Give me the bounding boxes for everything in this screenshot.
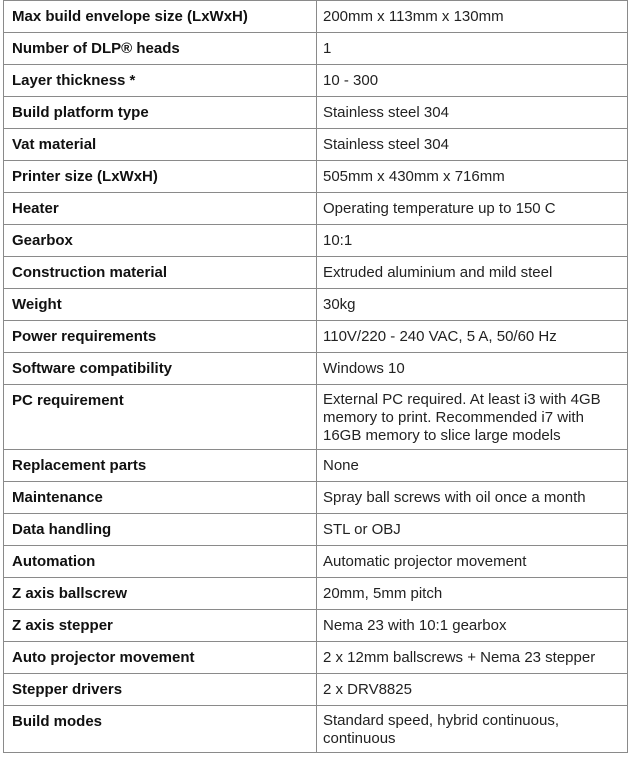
spec-value-line: STL or OBJ bbox=[323, 521, 401, 538]
spec-row bbox=[4, 450, 628, 482]
spec-label: Heater bbox=[4, 193, 317, 225]
spec-value bbox=[317, 706, 628, 753]
spec-value-line: 200mm x 113mm x 130mm bbox=[323, 8, 504, 25]
spec-row bbox=[4, 257, 628, 289]
spec-label: Weight bbox=[4, 289, 317, 321]
spec-value bbox=[317, 674, 628, 706]
spec-label: Software compatibility bbox=[4, 353, 317, 385]
spec-label: Maintenance bbox=[4, 482, 317, 514]
spec-value-line: External PC required. At least i3 with 4GB bbox=[323, 391, 601, 408]
spec-table bbox=[3, 0, 628, 753]
spec-label: Layer thickness * bbox=[4, 65, 317, 97]
spec-row bbox=[4, 65, 628, 97]
spec-value bbox=[317, 642, 628, 674]
spec-value-line: 110V/220 - 240 VAC, 5 A, 50/60 Hz bbox=[323, 328, 557, 345]
spec-row bbox=[4, 193, 628, 225]
spec-row bbox=[4, 706, 628, 753]
spec-row bbox=[4, 289, 628, 321]
spec-value bbox=[317, 546, 628, 578]
spec-value bbox=[317, 257, 628, 289]
spec-value-line: Extruded aluminium and mild steel bbox=[323, 264, 553, 281]
spec-value bbox=[317, 482, 628, 514]
spec-value bbox=[317, 353, 628, 385]
spec-value bbox=[317, 65, 628, 97]
spec-label: Number of DLP® heads bbox=[4, 33, 317, 65]
spec-row bbox=[4, 225, 628, 257]
spec-row bbox=[4, 129, 628, 161]
spec-label: Z axis stepper bbox=[4, 610, 317, 642]
spec-value bbox=[317, 514, 628, 546]
spec-label: Data handling bbox=[4, 514, 317, 546]
spec-value-line: Spray ball screws with oil once a month bbox=[323, 489, 586, 506]
spec-value-line: Windows 10 bbox=[323, 360, 405, 377]
spec-label: Power requirements bbox=[4, 321, 317, 353]
spec-value-line: 30kg bbox=[323, 296, 356, 313]
spec-row bbox=[4, 161, 628, 193]
spec-value bbox=[317, 321, 628, 353]
spec-value-line: None bbox=[323, 457, 359, 474]
spec-row bbox=[4, 514, 628, 546]
spec-value-line: Stainless steel 304 bbox=[323, 136, 449, 153]
spec-value bbox=[317, 385, 628, 450]
spec-value-line: 16GB memory to slice large models bbox=[323, 427, 561, 444]
spec-row bbox=[4, 385, 628, 450]
spec-value-line: Standard speed, hybrid continuous, bbox=[323, 712, 559, 729]
spec-value bbox=[317, 193, 628, 225]
spec-value-line: 2 x 12mm ballscrews + Nema 23 stepper bbox=[323, 649, 596, 666]
spec-value-line: Automatic projector movement bbox=[323, 553, 527, 570]
spec-value-line: Operating temperature up to 150 C bbox=[323, 200, 556, 217]
spec-value-line: 10:1 bbox=[323, 232, 353, 249]
spec-value bbox=[317, 97, 628, 129]
spec-table-body bbox=[4, 1, 628, 753]
spec-value bbox=[317, 578, 628, 610]
spec-row bbox=[4, 1, 628, 33]
spec-value-line: continuous bbox=[323, 730, 396, 747]
spec-label: Printer size (LxWxH) bbox=[4, 161, 317, 193]
spec-value bbox=[317, 450, 628, 482]
spec-label: PC requirement bbox=[4, 385, 317, 450]
spec-value bbox=[317, 289, 628, 321]
spec-label: Max build envelope size (LxWxH) bbox=[4, 1, 317, 33]
spec-row bbox=[4, 642, 628, 674]
spec-row bbox=[4, 610, 628, 642]
spec-label: Vat material bbox=[4, 129, 317, 161]
spec-row bbox=[4, 674, 628, 706]
spec-row bbox=[4, 321, 628, 353]
spec-row bbox=[4, 578, 628, 610]
spec-row bbox=[4, 33, 628, 65]
spec-row bbox=[4, 482, 628, 514]
spec-label: Automation bbox=[4, 546, 317, 578]
spec-value bbox=[317, 610, 628, 642]
spec-value-line: Nema 23 with 10:1 gearbox bbox=[323, 617, 507, 634]
spec-value bbox=[317, 1, 628, 33]
spec-value-line: Stainless steel 304 bbox=[323, 104, 449, 121]
spec-value bbox=[317, 225, 628, 257]
spec-label: Replacement parts bbox=[4, 450, 317, 482]
spec-label: Build modes bbox=[4, 706, 317, 753]
spec-value-line: 505mm x 430mm x 716mm bbox=[323, 168, 505, 185]
spec-label: Stepper drivers bbox=[4, 674, 317, 706]
spec-value-line: memory to print. Recommended i7 with bbox=[323, 409, 584, 426]
spec-label: Auto projector movement bbox=[4, 642, 317, 674]
spec-label: Build platform type bbox=[4, 97, 317, 129]
spec-value-line: 10 - 300 bbox=[323, 72, 379, 89]
spec-row bbox=[4, 97, 628, 129]
spec-value-line: 20mm, 5mm pitch bbox=[323, 585, 443, 602]
spec-value-line: 2 x DRV8825 bbox=[323, 681, 412, 698]
spec-row bbox=[4, 546, 628, 578]
spec-row bbox=[4, 353, 628, 385]
spec-value bbox=[317, 129, 628, 161]
spec-label: Gearbox bbox=[4, 225, 317, 257]
spec-label: Construction material bbox=[4, 257, 317, 289]
spec-value bbox=[317, 161, 628, 193]
spec-value-line: 1 bbox=[323, 40, 332, 57]
spec-value bbox=[317, 33, 628, 65]
spec-label: Z axis ballscrew bbox=[4, 578, 317, 610]
